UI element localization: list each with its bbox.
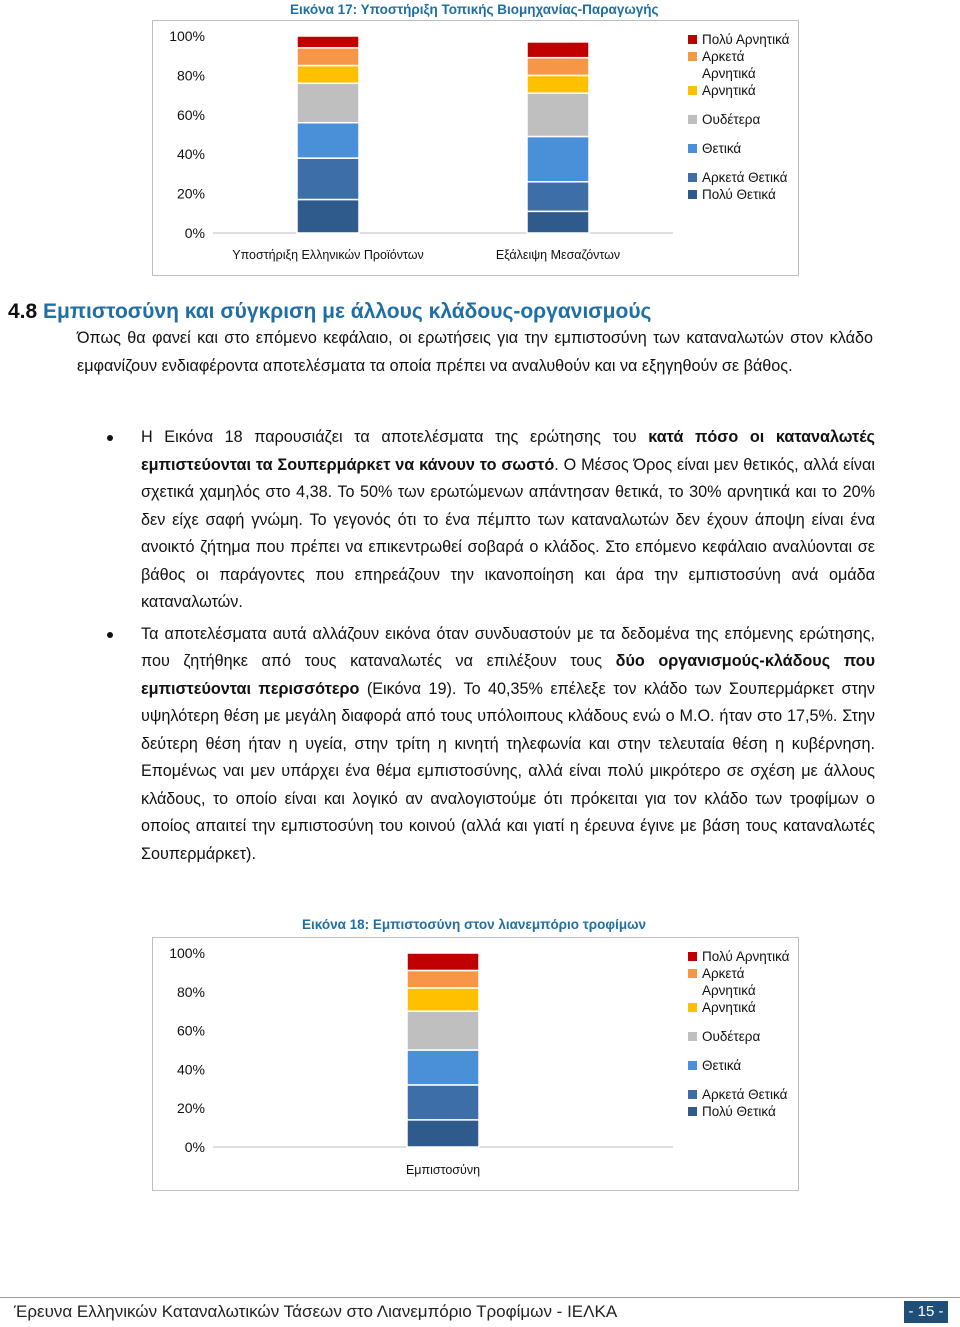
bar-segment	[407, 988, 479, 1011]
bar-segment	[297, 66, 359, 84]
y-tick-label: 20%	[176, 185, 205, 202]
bar-segment	[407, 1085, 479, 1120]
bullet-list	[105, 424, 875, 872]
bar-segment	[297, 200, 359, 233]
bar-segment	[297, 36, 359, 48]
legend-label: Αρκετά Θετικά	[702, 170, 788, 185]
bullet1-text-b: . Ο Μέσος Όρος είναι μεν θετικός, αλλά είναι σχετικά χαμηλός στο 4,38. Το 50% των ερωτώμενων απάντησαν θετικά, το 30% αρνητικά και το 20% δεν είχε σαφή γνώμη. Το γεγονός ότι το ένα πέμπτο των καταναλωτών δεν έχουν άποψη είναι ένα ανοικτό ζήτημα που πρέπει να επικεντρωθεί σοβαρά ο κλάδος. Στο επόμενο κεφάλαιο αναλύονται σε βάθος οι παράγοντες που επηρεάζουν την ικανοποίηση και άρα την εμπιστοσύνη ανά ομάδα καταναλωτών.	[141, 455, 875, 611]
y-tick-label: 40%	[176, 146, 205, 163]
legend-item	[688, 48, 796, 82]
legend-item	[688, 82, 796, 99]
figure-17-chart	[152, 20, 799, 276]
legend-swatch	[688, 144, 697, 153]
bullet-dot-icon	[107, 632, 113, 638]
bullet-dot-icon	[107, 435, 113, 441]
figure-18-chart	[152, 937, 799, 1191]
legend-swatch	[688, 52, 697, 61]
bar-segment	[297, 48, 359, 66]
y-tick-label: 100%	[169, 28, 205, 44]
legend-item	[688, 948, 796, 965]
legend-swatch	[688, 1061, 697, 1070]
legend-swatch	[688, 115, 697, 124]
page-footer	[0, 1297, 960, 1327]
bar-segment	[527, 211, 589, 233]
footer-text: Έρευνα Ελληνικών Καταναλωτικών Τάσεων στο Λιανεμπόριο Τροφίμων - ΙΕΛΚΑ	[14, 1302, 618, 1321]
bullet1-text-a: Η Εικόνα 18 παρουσιάζει τα αποτελέσματα της ερώτησης του	[141, 428, 649, 446]
bullet-item	[105, 424, 875, 617]
bullet2-text-b: (Εικόνα 19). Το 40,35% επέλεξε τον κλάδο των Σουπερμάρκετ στην υψηλότερη θέση με μεγάλη διαφορά από τους υπόλοιπους κλάδους ενώ ο Μ.Ο. ήταν στο 17,5%. Στην δεύτερη θέση ήταν η υγεία, στην τρίτη η κινητή τηλεφωνία και στην τελευταία θέση η κυβέρνηση. Επομένως ναι μεν υπάρχει ένα θέμα εμπιστοσύνης, αλλά είναι πολύ μικρότερο σε σχέση με άλλους κλάδους, το οποίο είναι και λογικό αν αναλογιστούμε ότι πρόκειται για τον κλάδο των τροφίμων ο οποίος απαιτεί την εμπιστοσύνη του κοινού (αλλά και γιατί η έρευνα έγινε με βάση τους καταναλωτές Σουπερμάρκετ).	[141, 679, 875, 863]
legend-item	[688, 140, 796, 157]
y-tick-label: 20%	[176, 1100, 205, 1117]
bar-segment	[407, 1120, 479, 1147]
bar-segment	[407, 953, 479, 970]
figure-17-title: Εικόνα 17: Υποστήριξη Τοπικής Βιομηχανίας-Παραγωγής	[290, 2, 659, 17]
category-label: Εξάλειψη Μεσαζόντων	[495, 248, 621, 262]
y-tick-label: 60%	[176, 1022, 205, 1039]
legend-label: Αρνητικά	[702, 83, 756, 98]
y-tick-label: 80%	[176, 67, 205, 84]
legend-item	[688, 999, 796, 1016]
bullet1-bold: κατά πόσο οι καταναλωτές εμπιστεύονται τα Σουπερμάρκετ να κάνουν το σωστό	[141, 428, 875, 474]
legend-swatch	[688, 1032, 697, 1041]
bar-segment	[527, 136, 589, 181]
legend-item	[688, 965, 796, 999]
legend-swatch	[688, 173, 697, 182]
page-number: - 15 -	[904, 1301, 948, 1323]
footer-divider	[0, 1297, 960, 1298]
legend-label: Θετικά	[702, 141, 742, 156]
bar-segment	[407, 970, 479, 987]
legend-label: Πολύ Αρνητικά	[702, 949, 790, 964]
category-label: Εμπιστοσύνη	[405, 1163, 481, 1177]
y-tick-label: 80%	[176, 983, 205, 1000]
legend-item	[688, 169, 796, 186]
legend-item	[688, 186, 796, 203]
bar-segment	[297, 83, 359, 122]
legend-swatch	[688, 952, 697, 961]
y-tick-label: 60%	[176, 106, 205, 123]
bar-segment	[407, 1011, 479, 1050]
legend-swatch	[688, 1090, 697, 1099]
legend-label: Ουδέτερα	[702, 112, 761, 127]
section-heading	[8, 300, 651, 324]
legend-label: Πολύ Αρνητικά	[702, 32, 790, 47]
figure-17-legend	[688, 31, 796, 203]
legend-label: Αρνητικά	[702, 1000, 756, 1015]
bullet2-text-a: Τα αποτελέσματα αυτά αλλάζουν εικόνα όταν συνδυαστούν με τα δεδομένα της επόμενης ερώτησης, που ζητήθηκε από τους καταναλωτές να επιλέξουν τους	[141, 624, 875, 670]
bar-segment	[527, 75, 589, 93]
legend-label: Πολύ Θετικά	[702, 1104, 776, 1119]
bar-segment	[407, 1050, 479, 1085]
y-tick-label: 0%	[184, 1139, 205, 1155]
legend-label: Αρκετά Αρνητικά	[702, 966, 756, 998]
legend-swatch	[688, 1107, 697, 1116]
bar-segment	[527, 93, 589, 136]
legend-item	[688, 1057, 796, 1074]
y-tick-label: 40%	[176, 1061, 205, 1078]
legend-swatch	[688, 1003, 697, 1012]
legend-label: Αρκετά Θετικά	[702, 1087, 788, 1102]
legend-label: Αρκετά Αρνητικά	[702, 49, 756, 81]
legend-item	[688, 1086, 796, 1103]
section-number: 4.8	[8, 300, 38, 323]
y-tick-label: 0%	[184, 225, 205, 241]
legend-label: Ουδέτερα	[702, 1029, 761, 1044]
bar-segment	[297, 158, 359, 199]
category-label: Υποστήριξη Ελληνικών Προϊόντων	[232, 248, 424, 262]
intro-paragraph: Όπως θα φανεί και στο επόμενο κεφάλαιο, οι ερωτήσεις για την εμπιστοσύνη των καταναλωτών στον κλάδο εμφανίζουν ενδιαφέροντα αποτελέσματα τα οποία πρέπει να αναλυθούν και να εξηγηθούν σε βάθος.	[77, 329, 873, 375]
section-title: Εμπιστοσύνη και σύγκριση με άλλους κλάδους-οργανισμούς	[43, 300, 652, 323]
legend-swatch	[688, 190, 697, 199]
legend-label: Θετικά	[702, 1058, 742, 1073]
legend-label: Πολύ Θετικά	[702, 187, 776, 202]
bullet2-bold: δύο οργανισμούς-κλάδους που εμπιστεύονται περισσότερο	[141, 652, 875, 698]
figure-18-legend	[688, 948, 796, 1120]
legend-item	[688, 1028, 796, 1045]
legend-item	[688, 1103, 796, 1120]
bar-segment	[297, 123, 359, 158]
legend-swatch	[688, 35, 697, 44]
legend-swatch	[688, 86, 697, 95]
bullet-item	[105, 621, 875, 869]
legend-swatch	[688, 969, 697, 978]
bar-segment	[527, 182, 589, 212]
legend-item	[688, 31, 796, 48]
legend-item	[688, 111, 796, 128]
bar-segment	[527, 58, 589, 76]
bar-segment	[527, 42, 589, 58]
y-tick-label: 100%	[169, 945, 205, 961]
figure-18-title: Εικόνα 18: Εμπιστοσύνη στον λιανεμπόριο τροφίμων	[302, 917, 646, 932]
